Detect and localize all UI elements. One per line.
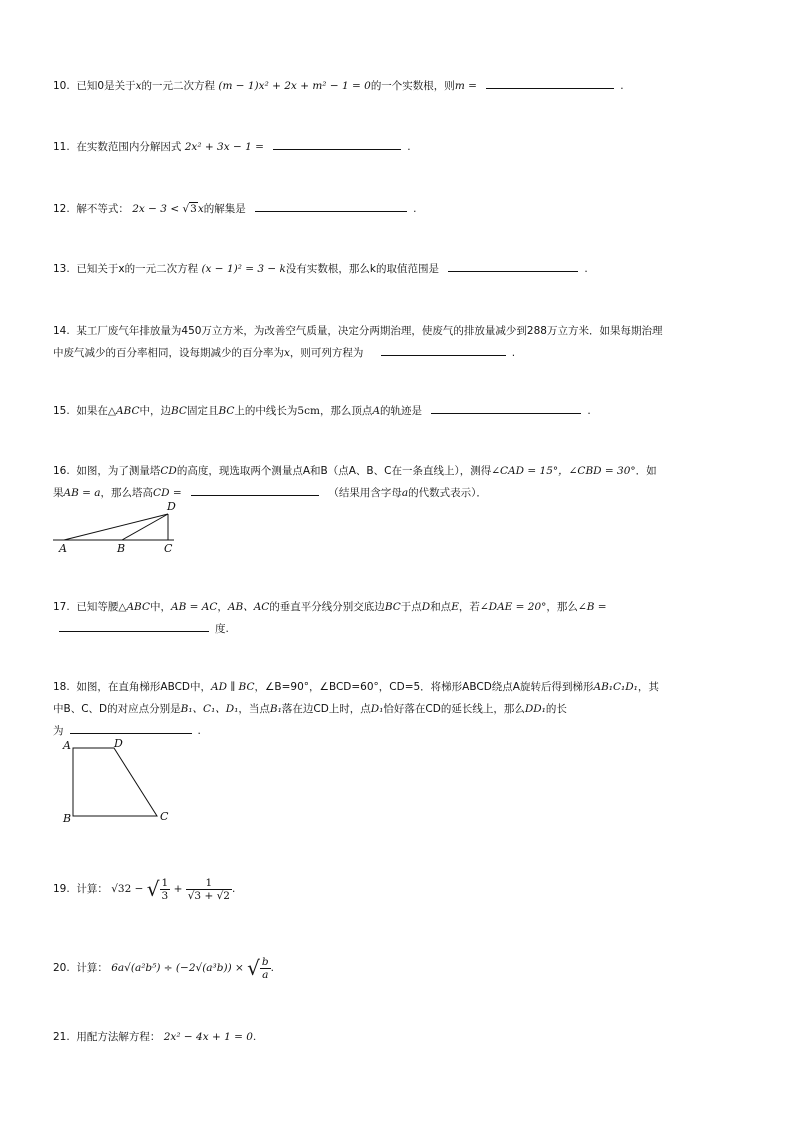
question-number: 18. <box>53 681 70 693</box>
text: . <box>511 347 516 359</box>
equation: (x − 1)² = 3 − k <box>201 263 286 275</box>
equation: 6a√(a²b⁵) ÷ (−2√(a³b)) × <box>111 962 244 974</box>
text: ，那么 <box>546 601 578 613</box>
question-number: 15. <box>53 405 70 417</box>
question-14 <box>53 320 753 364</box>
text: 如图，为了测量塔 <box>76 465 161 477</box>
text: 解不等式： <box>76 203 129 215</box>
numerator: 1 <box>186 877 232 890</box>
text: 中， <box>150 601 171 613</box>
figure-18-trapezoid <box>58 736 178 828</box>
text: ， <box>217 601 228 613</box>
math: B₁ <box>269 703 282 715</box>
text: 为 <box>53 725 64 737</box>
math: AB = AC <box>171 601 218 613</box>
question-number: 14. <box>53 325 70 337</box>
text: ，那么顶点 <box>319 405 373 417</box>
text: 果 <box>53 487 64 499</box>
figure-16-triangle <box>50 498 190 558</box>
text: 的长 <box>545 703 567 715</box>
text: 中，边 <box>139 405 171 417</box>
text: . <box>270 962 274 974</box>
sqrt-sign: √ <box>247 956 260 980</box>
question-number: 19. <box>53 883 70 895</box>
text: ，当点 <box>238 703 270 715</box>
text: 和点 <box>430 601 452 613</box>
math: AB = a <box>63 487 101 499</box>
text: . <box>620 80 624 92</box>
math: ∠CAD = 15°，∠CBD = 30° <box>491 465 636 477</box>
math: − <box>134 883 144 895</box>
math: CD <box>160 465 177 477</box>
text: 固定且 <box>186 405 219 417</box>
trapezoid-abcd <box>73 748 157 816</box>
question-11 <box>53 136 753 158</box>
text: 计算： <box>76 962 108 974</box>
question-17 <box>53 596 753 640</box>
text: 的轨迹是 <box>380 405 423 417</box>
question-number: 17. <box>53 601 70 613</box>
math: AD ∥ BC <box>211 681 255 693</box>
text: （结果用含字母 <box>328 487 402 499</box>
text: 某工厂废气年排放量为450万立方米，为改善空气质量，决定分两期治理，使废气的排放量减少到288万立方米．如果每期治理 <box>76 325 663 337</box>
math: △ABC <box>107 405 140 417</box>
text: 已知关于x的一元二次方程 <box>76 263 199 275</box>
math: A <box>372 405 381 417</box>
text: 如图，在直角梯形ABCD中， <box>76 681 212 693</box>
text: 的一元二次方程 <box>141 80 215 92</box>
radicand: 3 <box>190 203 197 215</box>
question-number: 16. <box>53 465 70 477</box>
numerator: b <box>261 955 269 968</box>
math: x <box>284 347 290 359</box>
question-13 <box>53 258 753 280</box>
text: 中废气减少的百分率相同，设每期减少的百分率为 <box>53 347 284 359</box>
math: ∠DAE = 20° <box>479 601 547 613</box>
label-c: C <box>164 542 173 555</box>
question-number: 13. <box>53 263 70 275</box>
fraction <box>160 877 171 902</box>
math: m = <box>454 80 477 92</box>
denominator: a <box>262 968 269 981</box>
math: BC <box>384 601 401 613</box>
math: √32 <box>111 883 132 895</box>
math: + <box>173 883 183 895</box>
text: . <box>584 263 588 275</box>
question-21 <box>53 1026 753 1048</box>
text: 的一个实数根，则 <box>370 80 455 92</box>
math: B₁、C₁、D₁ <box>180 703 239 715</box>
text: 的代数式表示）． <box>408 487 487 499</box>
text: 没有实数根，那么k的取值范围是 <box>285 263 440 275</box>
answer-blank[interactable] <box>255 199 407 212</box>
question-20 <box>53 953 753 983</box>
question-number: 10. <box>53 80 70 92</box>
text: . <box>407 141 411 153</box>
math: △ABC <box>118 601 150 613</box>
answer-blank[interactable] <box>381 343 506 356</box>
label-c: C <box>160 810 169 823</box>
question-number: 20. <box>53 962 70 974</box>
math: AB、AC <box>227 601 270 613</box>
math: CD = <box>153 487 182 499</box>
text: 度. <box>215 623 229 635</box>
question-10 <box>53 75 753 97</box>
answer-blank[interactable] <box>59 619 209 632</box>
text: ，∠B=90°，∠BCD=60°，CD=5．将梯形ABCD绕点A旋转后得到梯形 <box>254 681 594 693</box>
text: . <box>413 203 417 215</box>
label-a: A <box>63 739 71 752</box>
text: 上的中线长为 <box>234 405 298 417</box>
math: x <box>135 80 142 92</box>
question-12 <box>53 198 753 220</box>
text: 计算： <box>76 883 108 895</box>
equation: 2x − 3 < √ <box>132 203 190 215</box>
text: . <box>197 725 201 737</box>
text: ，其 <box>637 681 659 693</box>
label-b: B <box>117 542 126 555</box>
question-number: 12. <box>53 203 70 215</box>
math: a <box>401 487 409 499</box>
math: AB₁C₁D₁ <box>593 681 638 693</box>
text: ，那么塔高 <box>100 487 154 499</box>
fraction <box>186 877 232 902</box>
answer-blank[interactable] <box>191 483 319 496</box>
label-b: B <box>63 812 72 825</box>
question-number: 21. <box>53 1031 70 1043</box>
label-d: D <box>167 500 176 513</box>
equation: 2x² − 4x + 1 = 0. <box>163 1031 257 1043</box>
text: ，若 <box>458 601 480 613</box>
equation: (m − 1)x² + 2x + m² − 1 = 0 <box>218 80 371 92</box>
label-a: A <box>59 542 67 555</box>
answer-blank[interactable] <box>448 259 578 272</box>
text: . <box>587 405 591 417</box>
text: 恰好落在CD的延长线上，那么 <box>383 703 525 715</box>
text: . <box>231 883 236 895</box>
answer-blank[interactable] <box>70 721 192 734</box>
math: E <box>451 601 459 613</box>
sqrt-sign: √ <box>146 877 160 901</box>
answer-blank[interactable] <box>486 76 614 89</box>
denominator: 3 <box>161 889 169 902</box>
text: 落在边CD上时，点 <box>281 703 371 715</box>
text: 的高度，现选取两个测量点A和B（点A、B、C在一条直线上），测得 <box>176 465 492 477</box>
math: ∠B = <box>577 601 607 613</box>
line-ad <box>64 514 168 540</box>
math: BC <box>171 405 187 417</box>
math: x <box>197 203 204 215</box>
equation: 2x² + 3x − 1 = <box>184 141 264 153</box>
text: 已知0是关于 <box>76 80 136 92</box>
numerator: 1 <box>161 876 169 889</box>
question-15 <box>53 400 753 422</box>
text: 于点 <box>400 601 422 613</box>
text: 用配方法解方程： <box>76 1031 161 1043</box>
text: ．如 <box>635 465 657 477</box>
text: 如果在 <box>76 405 108 417</box>
text: 中B、C、D的对应点分别是 <box>53 703 181 715</box>
math: D₁ <box>370 703 384 715</box>
line-bd <box>122 514 168 540</box>
math: 5cm <box>297 405 320 417</box>
label-d: D <box>114 737 123 750</box>
math: DD₁ <box>524 703 546 715</box>
text: 已知等腰 <box>76 601 119 613</box>
denominator: √3 + √2 <box>187 889 230 902</box>
text: 的解集是 <box>203 203 246 215</box>
math: D <box>421 601 431 613</box>
text: ，则可列方程为 <box>289 347 364 359</box>
fraction <box>260 956 271 981</box>
question-18 <box>53 676 753 742</box>
text: 在实数范围内分解因式 <box>76 141 182 153</box>
question-19 <box>53 874 753 904</box>
answer-blank[interactable] <box>431 401 581 414</box>
text: 的垂直平分线分别交底边 <box>269 601 385 613</box>
math: BC <box>218 405 235 417</box>
answer-blank[interactable] <box>273 137 401 150</box>
question-number: 11. <box>53 141 70 153</box>
